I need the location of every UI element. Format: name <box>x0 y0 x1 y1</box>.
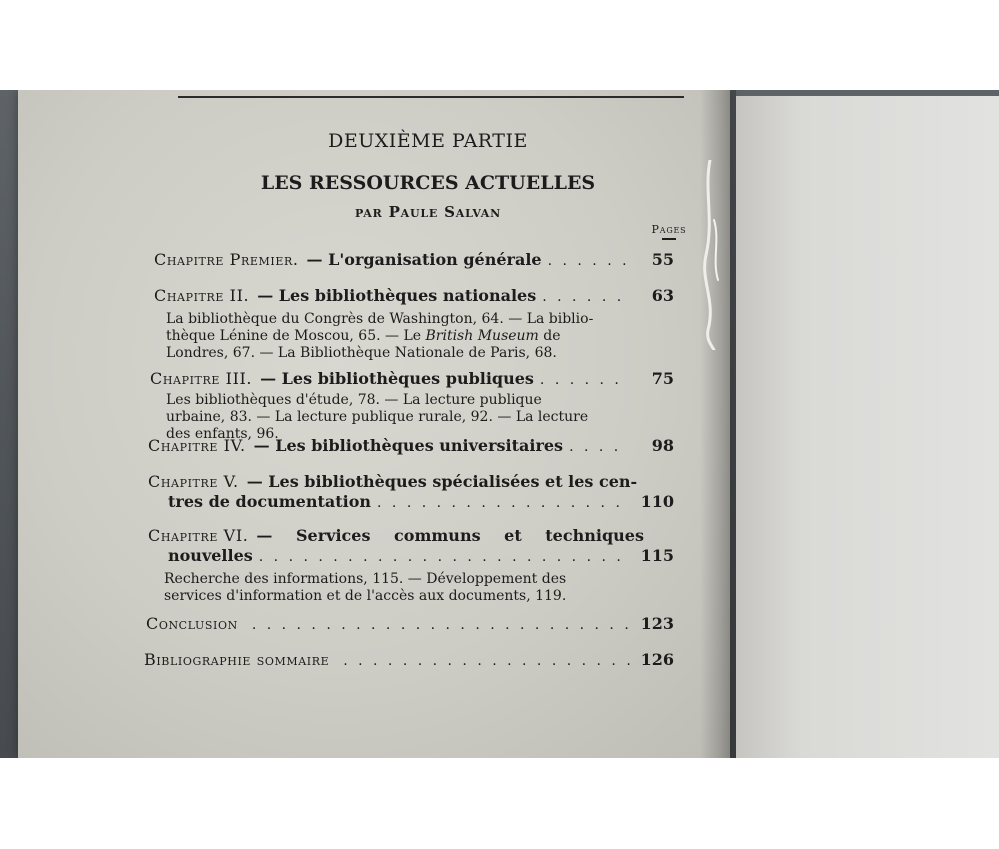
book-page-right <box>736 96 999 758</box>
toc-entry-chapter-3 <box>150 369 674 388</box>
chapter-title: — Les bibliothèques nationales <box>257 286 537 305</box>
leader-dots <box>542 289 630 305</box>
chapter-label: Chapitre VI. <box>148 526 249 545</box>
toc-entry-chapter-4 <box>148 436 674 455</box>
page-number: 110 <box>640 492 674 511</box>
section-title: LES RESSOURCES ACTUELLES <box>260 172 596 194</box>
chapter-2-details <box>166 311 593 362</box>
leader-dots <box>569 439 630 455</box>
chapter-title: — L'organisation générale <box>306 250 542 269</box>
detail-line: urbaine, 83. — La lecture publique rurale, 92. — La lecture <box>166 409 589 425</box>
chapter-title-continued: nouvelles <box>168 546 253 565</box>
leader-dots <box>548 253 630 269</box>
chapter-label: Chapitre Premier. <box>154 250 299 269</box>
detail-line: thèque Lénine de Moscou, 65. — Le British Museum de <box>166 328 561 344</box>
chapter-title: — Les bibliothèques universitaires <box>253 436 564 455</box>
pages-column-header <box>644 223 694 240</box>
chapter-label: Chapitre II. <box>154 286 250 305</box>
detail-line: services d'information et de l'accès aux documents, 119. <box>164 588 567 604</box>
pages-dash <box>662 238 676 240</box>
page-number: 55 <box>651 250 674 269</box>
page-number: 63 <box>651 286 674 305</box>
chapter-title-continued: tres de documentation <box>168 492 372 511</box>
chapter-label: Chapitre V. <box>148 472 239 491</box>
italic-title: British Museum <box>425 328 539 344</box>
detail-line: Les bibliothèques d'étude, 78. — La lecture publique <box>166 392 542 408</box>
chapter-6-details <box>164 571 566 605</box>
toc-entry-chapter-6-continued <box>168 546 674 565</box>
page-number: 126 <box>640 650 674 669</box>
chapter-label: Bibliographie sommaire <box>144 650 330 669</box>
pages-label: Pages <box>651 223 687 236</box>
top-rule <box>178 96 684 98</box>
toc-entry-chapter-2 <box>154 286 674 305</box>
toc-entry-conclusion <box>146 614 674 633</box>
page-number: 115 <box>640 546 674 565</box>
page-number: 75 <box>651 369 674 388</box>
leader-dots <box>540 372 630 388</box>
leader-dots <box>343 653 630 669</box>
toc-entry-chapter-5 <box>148 472 638 491</box>
detail-line: des enfants, 96. <box>166 426 279 442</box>
toc-entry-bibliography <box>144 650 674 669</box>
part-heading: DEUXIÈME PARTIE <box>328 130 528 152</box>
detail-line: Londres, 67. — La Bibliothèque Nationale de Paris, 68. <box>166 345 557 361</box>
chapter-label: Conclusion <box>146 614 238 633</box>
page-number: 123 <box>640 614 674 633</box>
leader-dots <box>259 549 630 565</box>
chapter-label: Chapitre III. <box>150 369 253 388</box>
author-name: par Paule Salvan <box>355 203 501 221</box>
leader-dots <box>377 495 630 511</box>
toc-entry-chapter-5-continued <box>168 492 674 511</box>
chapter-label: Chapitre IV. <box>148 436 246 455</box>
photo-background <box>0 90 999 758</box>
author-line <box>278 203 578 221</box>
chapter-title: — Les bibliothèques publiques <box>260 369 534 388</box>
toc-entry-chapter-1 <box>154 250 674 269</box>
detail-line: La bibliothèque du Congrès de Washington, 64. — La biblio- <box>166 311 594 327</box>
detail-line: Recherche des informations, 115. — Développement des <box>164 571 567 587</box>
chapter-title: — Services communs et techniques <box>256 526 644 545</box>
binding-thread <box>690 160 730 350</box>
chapter-title: — Les bibliothèques spécialisées et les cen- <box>246 472 638 491</box>
book-page-left <box>18 90 730 758</box>
leader-dots <box>252 617 630 633</box>
page-number: 98 <box>651 436 674 455</box>
toc-entry-chapter-6 <box>148 526 644 545</box>
